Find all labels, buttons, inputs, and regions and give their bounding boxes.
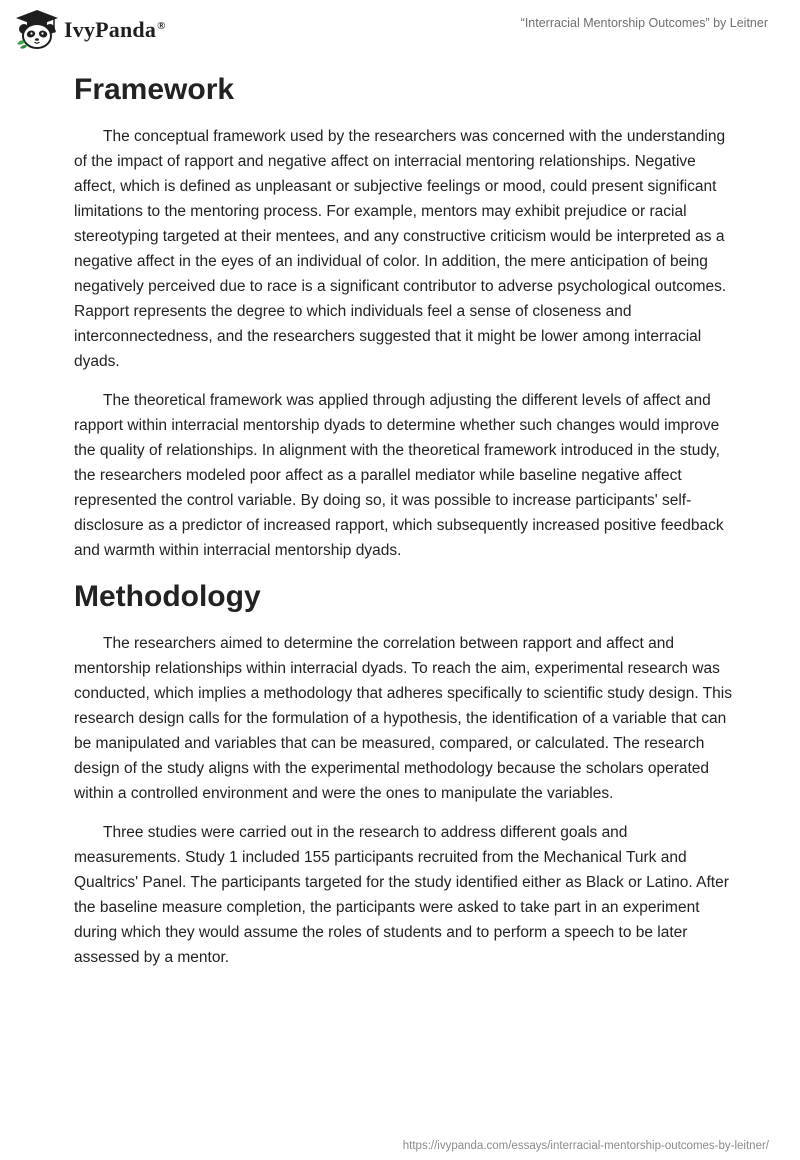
paragraph: The theoretical framework was applied through adjusting the different levels of affect and rapport within interracial mentorship dyads to determine whether such changes would improve the quality of relationships. In alignment with the theoretical framework introduced in the study, the researchers modeled poor affect as a parallel mediator while baseline negative affect represented the control variable. By doing so, it was possible to increase participants' self-disclosure as a predictor of increased rapport, which subsequently increased positive feedback and warmth within interracial mentorship dyads. (74, 392, 724, 559)
paragraph: Three studies were carried out in the research to address different goals and measurements. Study 1 included 155 participants recruited from the Mechanical Turk and Qualtrics' Panel. The participants targeted for the study identified either as Black or Latino. After the baseline measure completion, the participants were asked to take part in an experiment during which they would assume the roles of students and to perform a speech to be later assessed by a mentor. (74, 824, 729, 966)
framework-section (74, 70, 734, 563)
methodology-section (74, 577, 734, 970)
document-title: “Interracial Mentorship Outcomes” by Leitner (520, 16, 768, 30)
section-heading: Methodology (74, 580, 261, 613)
page-header (0, 0, 800, 64)
paragraph: The researchers aimed to determine the correlation between rapport and affect and mentorship relationships within interracial dyads. To reach the aim, experimental research was conducted, which implies a methodology that adheres specifically to scientific study design. This research design calls for the formulation of a hypothesis, the identification of a variable that can be manipulated and variables that can be measured, compared, or calculated. The research design of the study aligns with the experimental methodology because the scholars operated within a controlled environment and were the ones to manipulate the variables. (74, 635, 732, 802)
ivypanda-logo[interactable] (14, 8, 166, 50)
brand-name: IvyPanda® (64, 17, 166, 42)
panda-graduate-icon (14, 8, 60, 50)
essay-content (74, 70, 734, 984)
registered-mark: ® (157, 19, 166, 32)
source-url-link[interactable]: https://ivypanda.com/essays/interracial-mentorship-outcomes-by-leitner/ (402, 1140, 769, 1152)
section-heading: Framework (74, 73, 235, 106)
paragraph: The conceptual framework used by the researchers was concerned with the understanding of the impact of rapport and negative affect on interracial mentoring relationships. Negative affect, which is defined as unpleasant or subjective feelings or mood, could present significant limitations to the mentoring process. For example, mentors may exhibit prejudice or racial stereotyping targeted at their mentees, and any constructive criticism would be interpreted as a negative affect in the eyes of an individual of color. In addition, the mere anticipation of being negatively perceived due to race is a significant contributor to adverse psychological outcomes. Rapport represents the degree to which individuals feel a sense of closeness and interconnectedness, and the researchers suggested that it might be lower among interracial dyads. (74, 128, 727, 370)
